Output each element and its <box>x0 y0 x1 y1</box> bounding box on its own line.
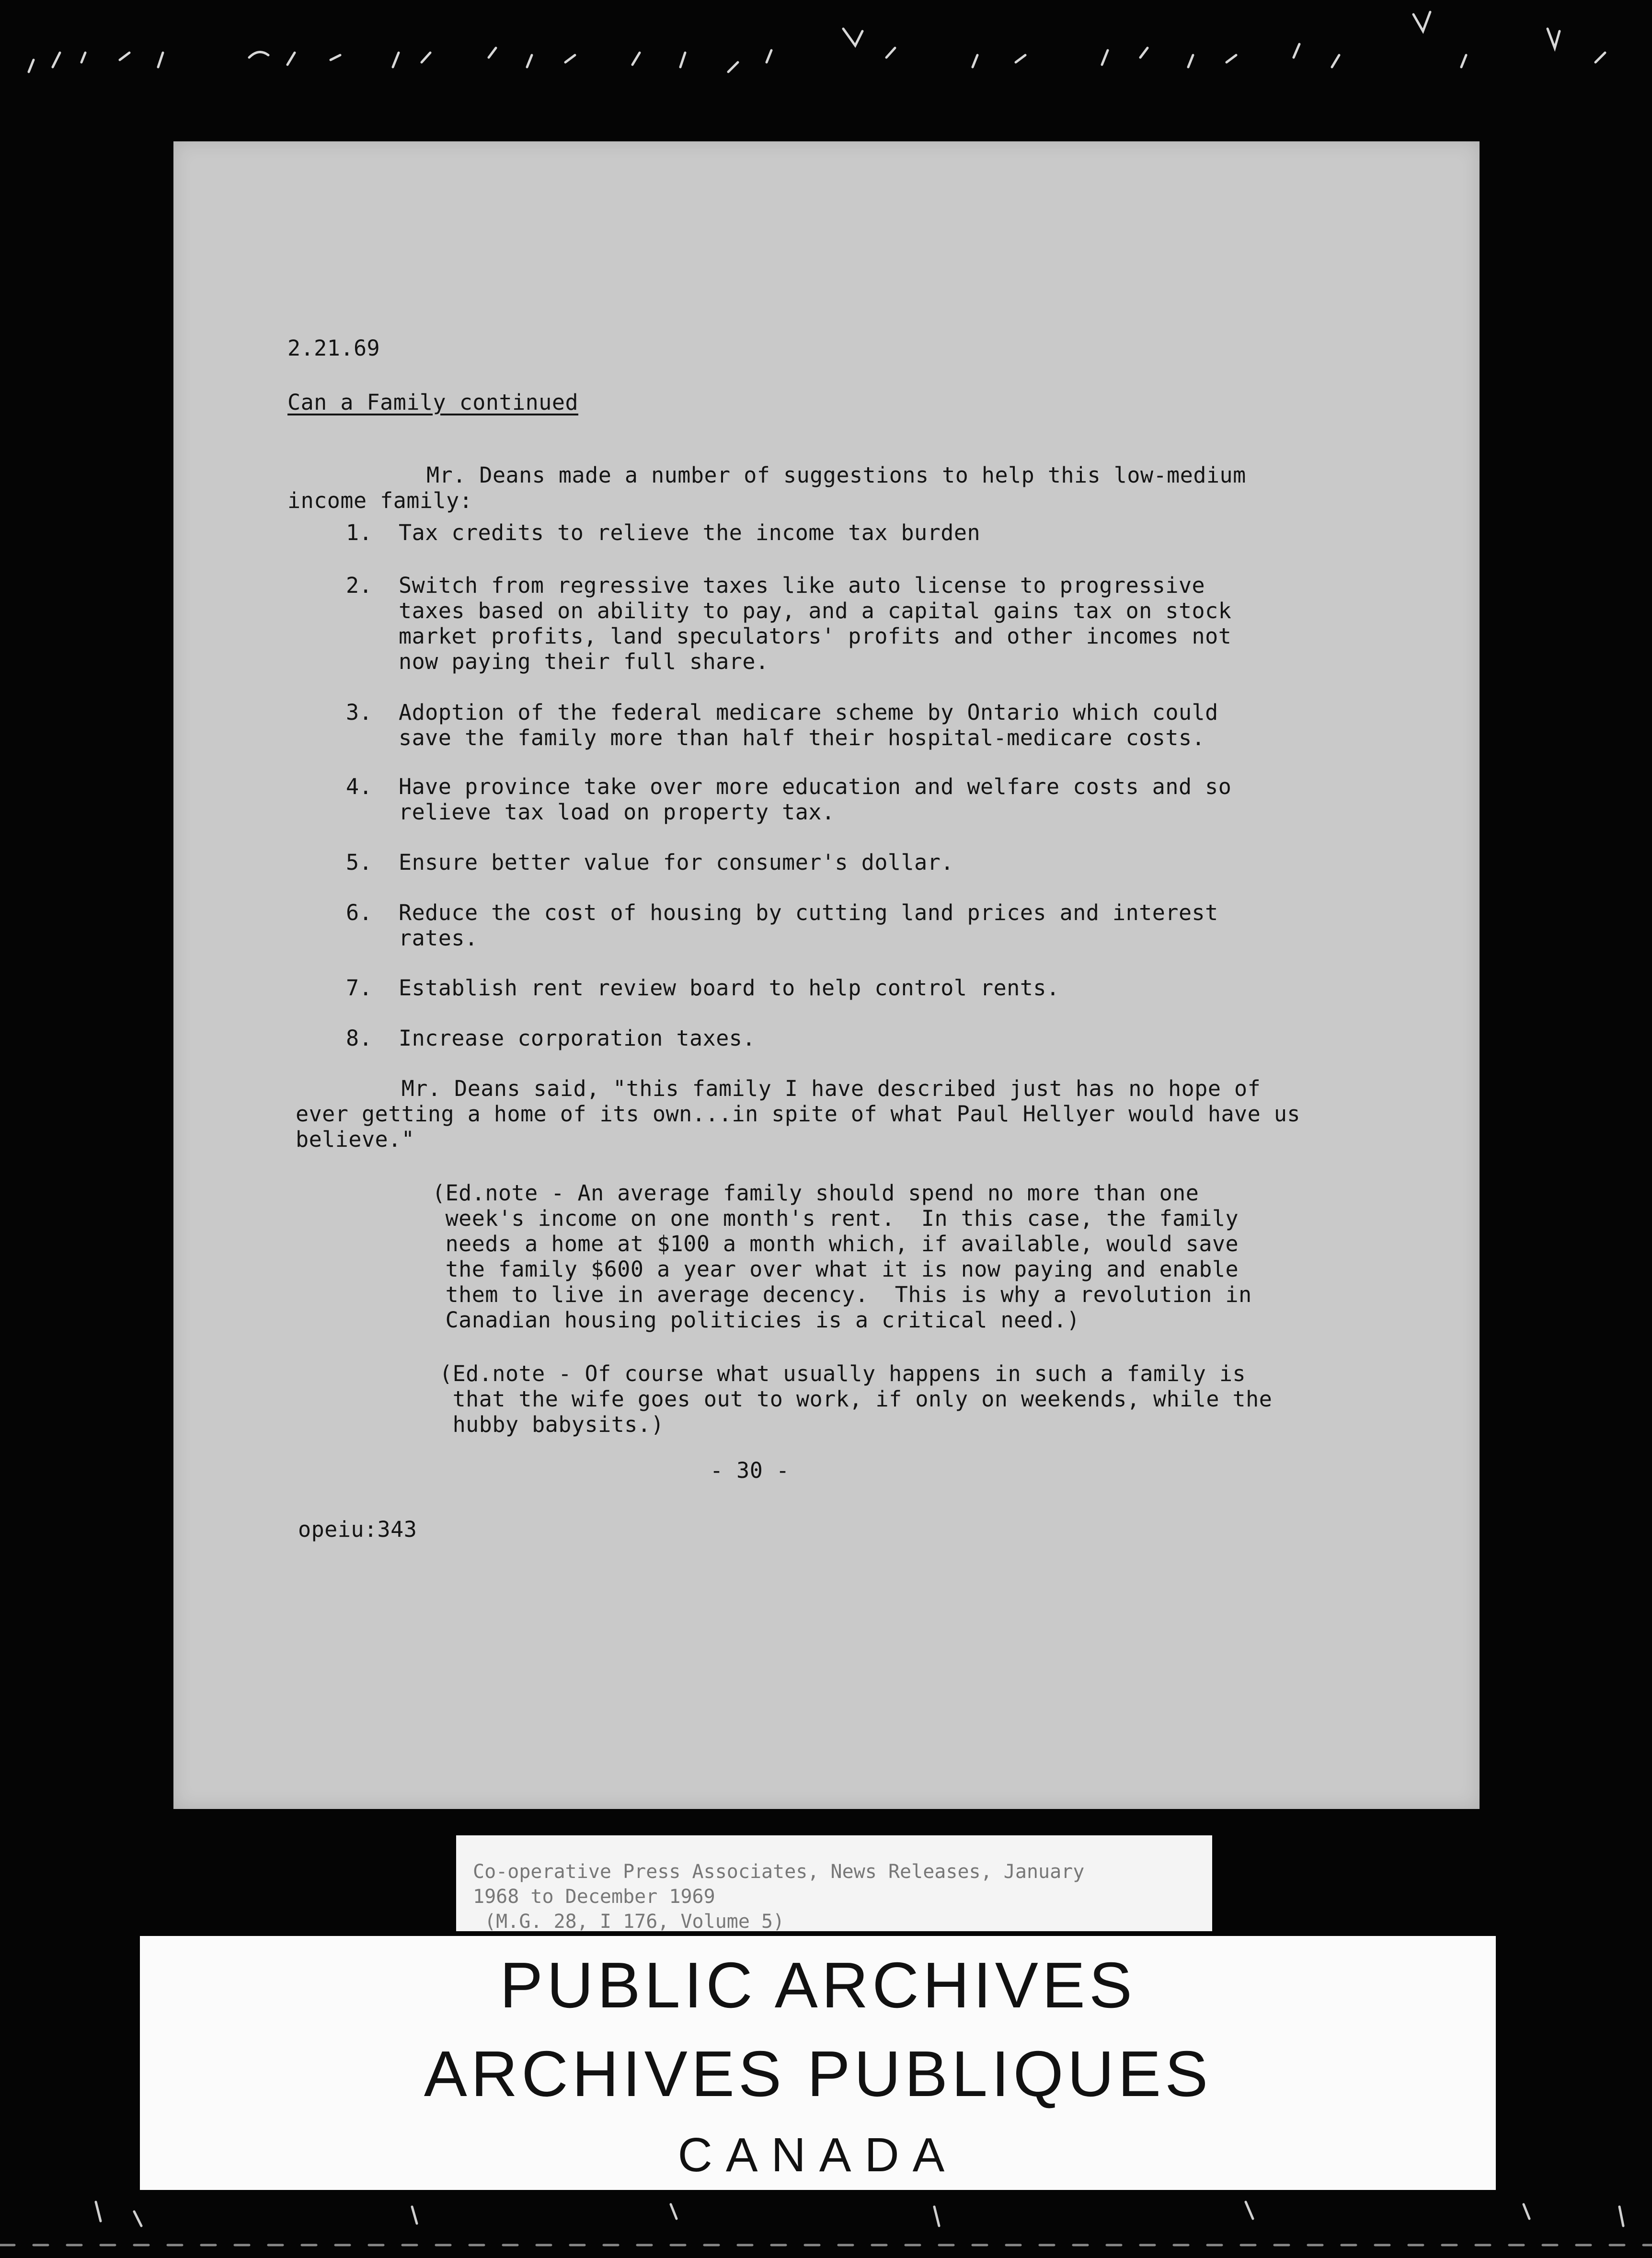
document-date: 2.21.69 <box>287 335 380 361</box>
film-edge-marks <box>0 0 1652 125</box>
stamp-line-french: ARCHIVES PUBLIQUES <box>424 2038 1212 2110</box>
intro-paragraph <box>287 437 1246 513</box>
document-page <box>173 141 1480 1809</box>
list-item-text: Adoption of the federal medicare scheme by Ontario which could save the family more than half their hospital-medicare costs. <box>399 700 1218 750</box>
list-item-number: 5. <box>346 850 373 875</box>
union-code: opeiu:343 <box>298 1517 417 1542</box>
list-item-number: 3. <box>346 700 373 725</box>
archives-stamp <box>140 1936 1496 2190</box>
list-item-text: Have province take over more education and welfare costs and so relieve tax load on property tax. <box>399 774 1232 825</box>
stamp-line-english: PUBLIC ARCHIVES <box>500 1949 1136 2021</box>
list-item-number: 2. <box>346 573 373 598</box>
list-item-text: Ensure better value for consumer's dollar. <box>399 850 954 875</box>
page-number: - 30 - <box>710 1458 790 1483</box>
list-item-number: 1. <box>346 520 373 545</box>
stamp-line-country: CANADA <box>677 2128 958 2182</box>
list-item-text: Switch from regressive taxes like auto license to progressive taxes based on ability to pay, and a capital gains tax on stock market profits, land speculators' profits and other incomes not now paying their full share. <box>399 573 1232 674</box>
caption-text: Co-operative Press Associates, News Releases, January 1968 to December 1969 (M.G. 28, I 176, Volume 5) <box>473 1861 1085 1933</box>
quote-paragraph: Mr. Deans said, "this family I have described just has no hope of ever getting a home of its own...in spite of what Paul Hellyer would have us believe." <box>296 1076 1301 1152</box>
list-item-text: Reduce the cost of housing by cutting land prices and interest rates. <box>399 900 1218 951</box>
list-item-number: 6. <box>346 900 373 925</box>
list-item-text: Tax credits to relieve the income tax burden <box>399 520 981 545</box>
list-item-number: 8. <box>346 1025 373 1051</box>
list-item-text: Increase corporation taxes. <box>399 1025 756 1051</box>
editor-note-2: (Ed.note - Of course what usually happens in such a family is that the wife goes out to work, if only on weekends, while the hubby babysits.) <box>439 1361 1273 1437</box>
collection-caption <box>456 1835 1212 1931</box>
list-item-number: 4. <box>346 774 373 799</box>
document-heading: Can a Family continued <box>287 390 579 415</box>
editor-note-1: (Ed.note - An average family should spend no more than one week's income on one month's rent. In this case, the family needs a home at $100 a month which, if available, would save the family $600 a year over what it is now paying and enable them to live in average decency. This is why a revolution in Canadian housing politicies is a critical need.) <box>432 1180 1252 1333</box>
film-bottom-marks <box>0 2197 1652 2258</box>
list-item-number: 7. <box>346 975 373 1001</box>
intro-text: Mr. Deans made a number of suggestions to help this low-medium income family: <box>287 462 1246 513</box>
list-item-text: Establish rent review board to help control rents. <box>399 975 1060 1001</box>
